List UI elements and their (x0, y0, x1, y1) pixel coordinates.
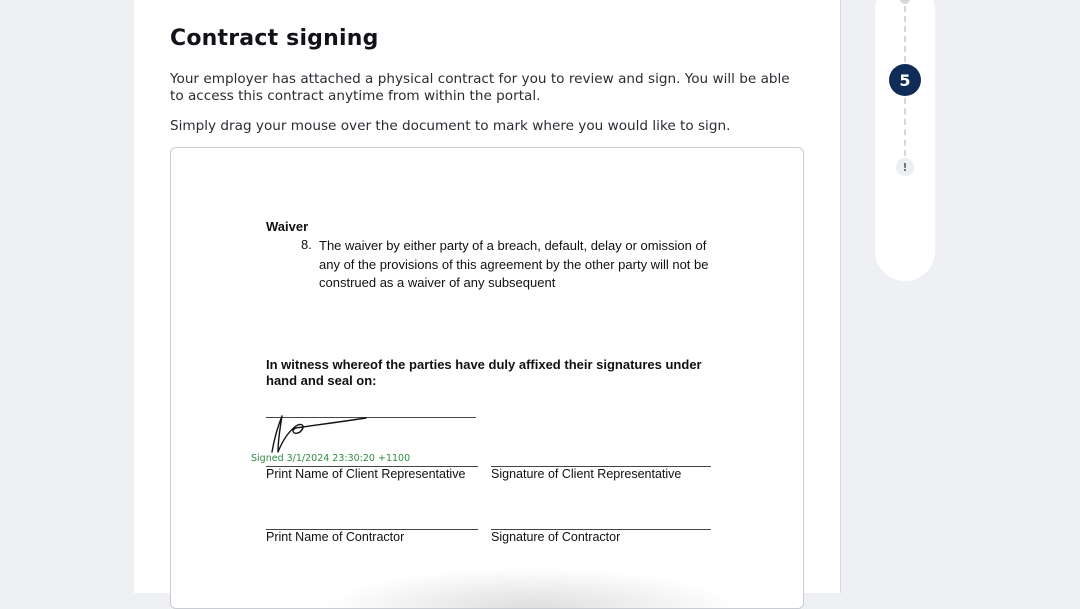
step-current[interactable]: 5 (889, 64, 921, 96)
contractor-print-name-label: Print Name of Contractor (266, 530, 405, 544)
contract-document-viewer[interactable] (170, 147, 804, 609)
progress-stepper (875, 0, 935, 281)
main-panel (134, 0, 841, 593)
instruction-text: Simply drag your mouse over the document to mark where you would like to sign. (170, 118, 731, 134)
contractor-signature-label: Signature of Contractor (491, 530, 621, 544)
signed-timestamp: Signed 3/1/2024 23:30:20 +1100 (251, 453, 411, 464)
stepper-connector (904, 6, 906, 62)
page-shadow (321, 568, 741, 608)
clause-text: The waiver by either party of a breach, default, delay or omission of any of the provisions of this agreement by the other party will not be construed as a waiver of any subsequent (319, 238, 709, 290)
stepper-connector (904, 98, 906, 156)
waiver-heading: Waiver (266, 219, 309, 234)
previous-step-dot[interactable] (900, 0, 910, 4)
witness-text: In witness whereof the parties have duly affixed their signatures under hand and seal on: (266, 357, 702, 388)
page-title: Contract signing (170, 26, 379, 51)
client-print-name-label: Print Name of Client Representative (266, 467, 466, 481)
intro-text: Your employer has attached a physical contract for you to review and sign. You will be able to access this contract anytime from within the portal. (170, 71, 790, 104)
clause-number: 8. (301, 237, 312, 252)
alert-icon[interactable]: ! (896, 158, 914, 176)
client-signature-label: Signature of Client Representative (491, 467, 682, 481)
